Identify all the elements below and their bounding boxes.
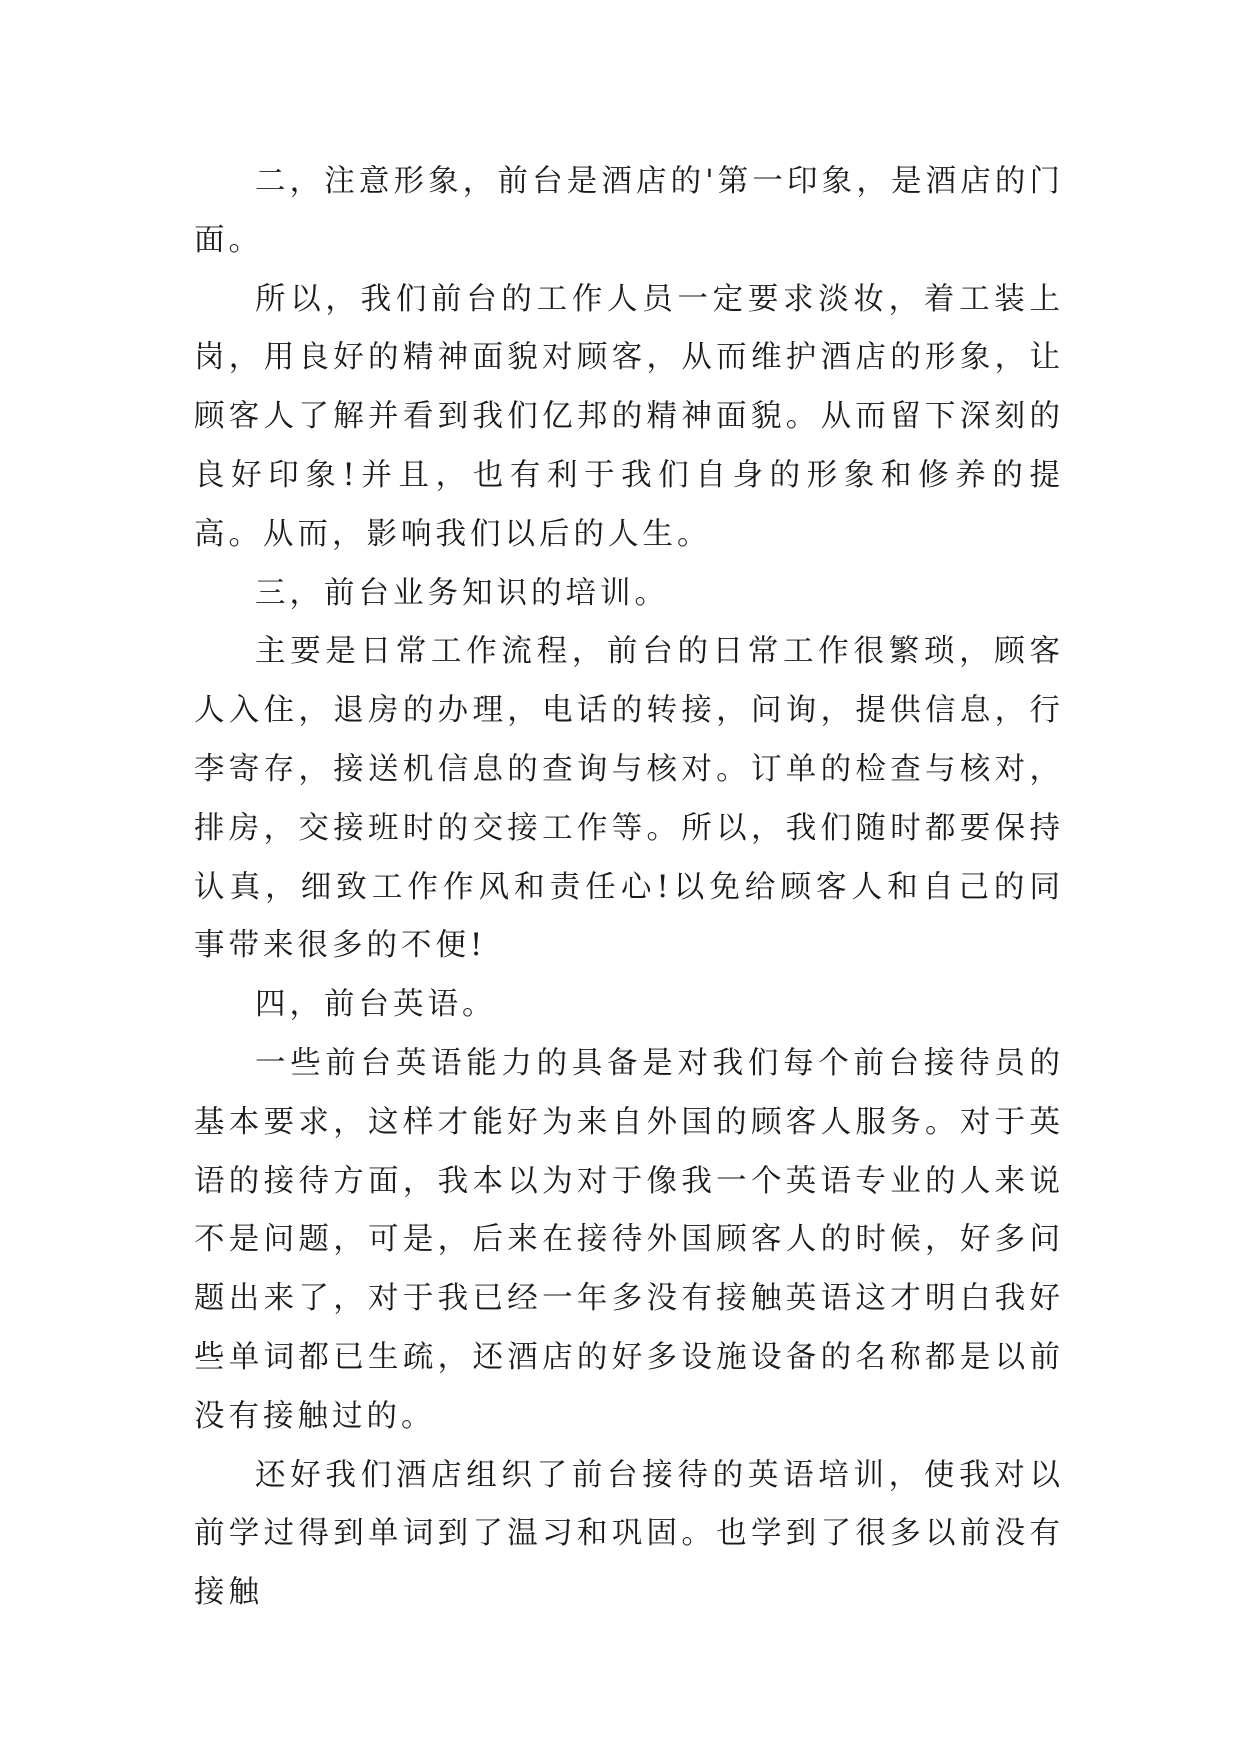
paragraph-daily-workflow: 主要是日常工作流程，前台的日常工作很繁琐，顾客人入住，退房的办理，电话的转接，问询，提供信息，行李寄存，接送机信息的查询与核对。订单的检查与核对，排房，交接班时的交接工作等。所以，我们随时都要保持认真，细致工作作风和责任心!以免给顾客人和自己的同事带来很多的不便! [194,634,1064,964]
paragraph-business-training-heading: 三，前台业务知识的培训。 [255,575,669,611]
paragraph-english-heading: 四，前台英语。 [255,987,497,1023]
paragraph-english-training: 还好我们酒店组织了前台接待的英语培训，使我对以前学过得到单词到了温习和巩固。也学到了很多以前没有接触 [194,1457,1064,1611]
paragraph-english-requirements: 一些前台英语能力的具备是对我们每个前台接待员的基本要求，这样才能好为来自外国的顾客人服务。对于英语的接待方面，我本以为对于像我一个英语专业的人来说不是问题，可是，后来在接待外国顾客人的时候，好多问题出来了，对于我已经一年多没有接触英语这才明白我好些单词都已生疏，还酒店的好多设施设备的名称都是以前没有接触过的。 [194,1045,1064,1434]
paragraph-dress-code: 所以，我们前台的工作人员一定要求淡妆，着工装上岗，用良好的精神面貌对顾客，从而维护酒店的形象，让顾客人了解并看到我们亿邦的精神面貌。从而留下深刻的良好印象!并且，也有利于我们自身的形象和修养的提高。从而，影响我们以后的人生。 [194,281,1064,552]
document-body [194,153,1064,1623]
paragraph-image-section: 二，注意形象，前台是酒店的'第一印象，是酒店的门面。 [194,164,1064,258]
